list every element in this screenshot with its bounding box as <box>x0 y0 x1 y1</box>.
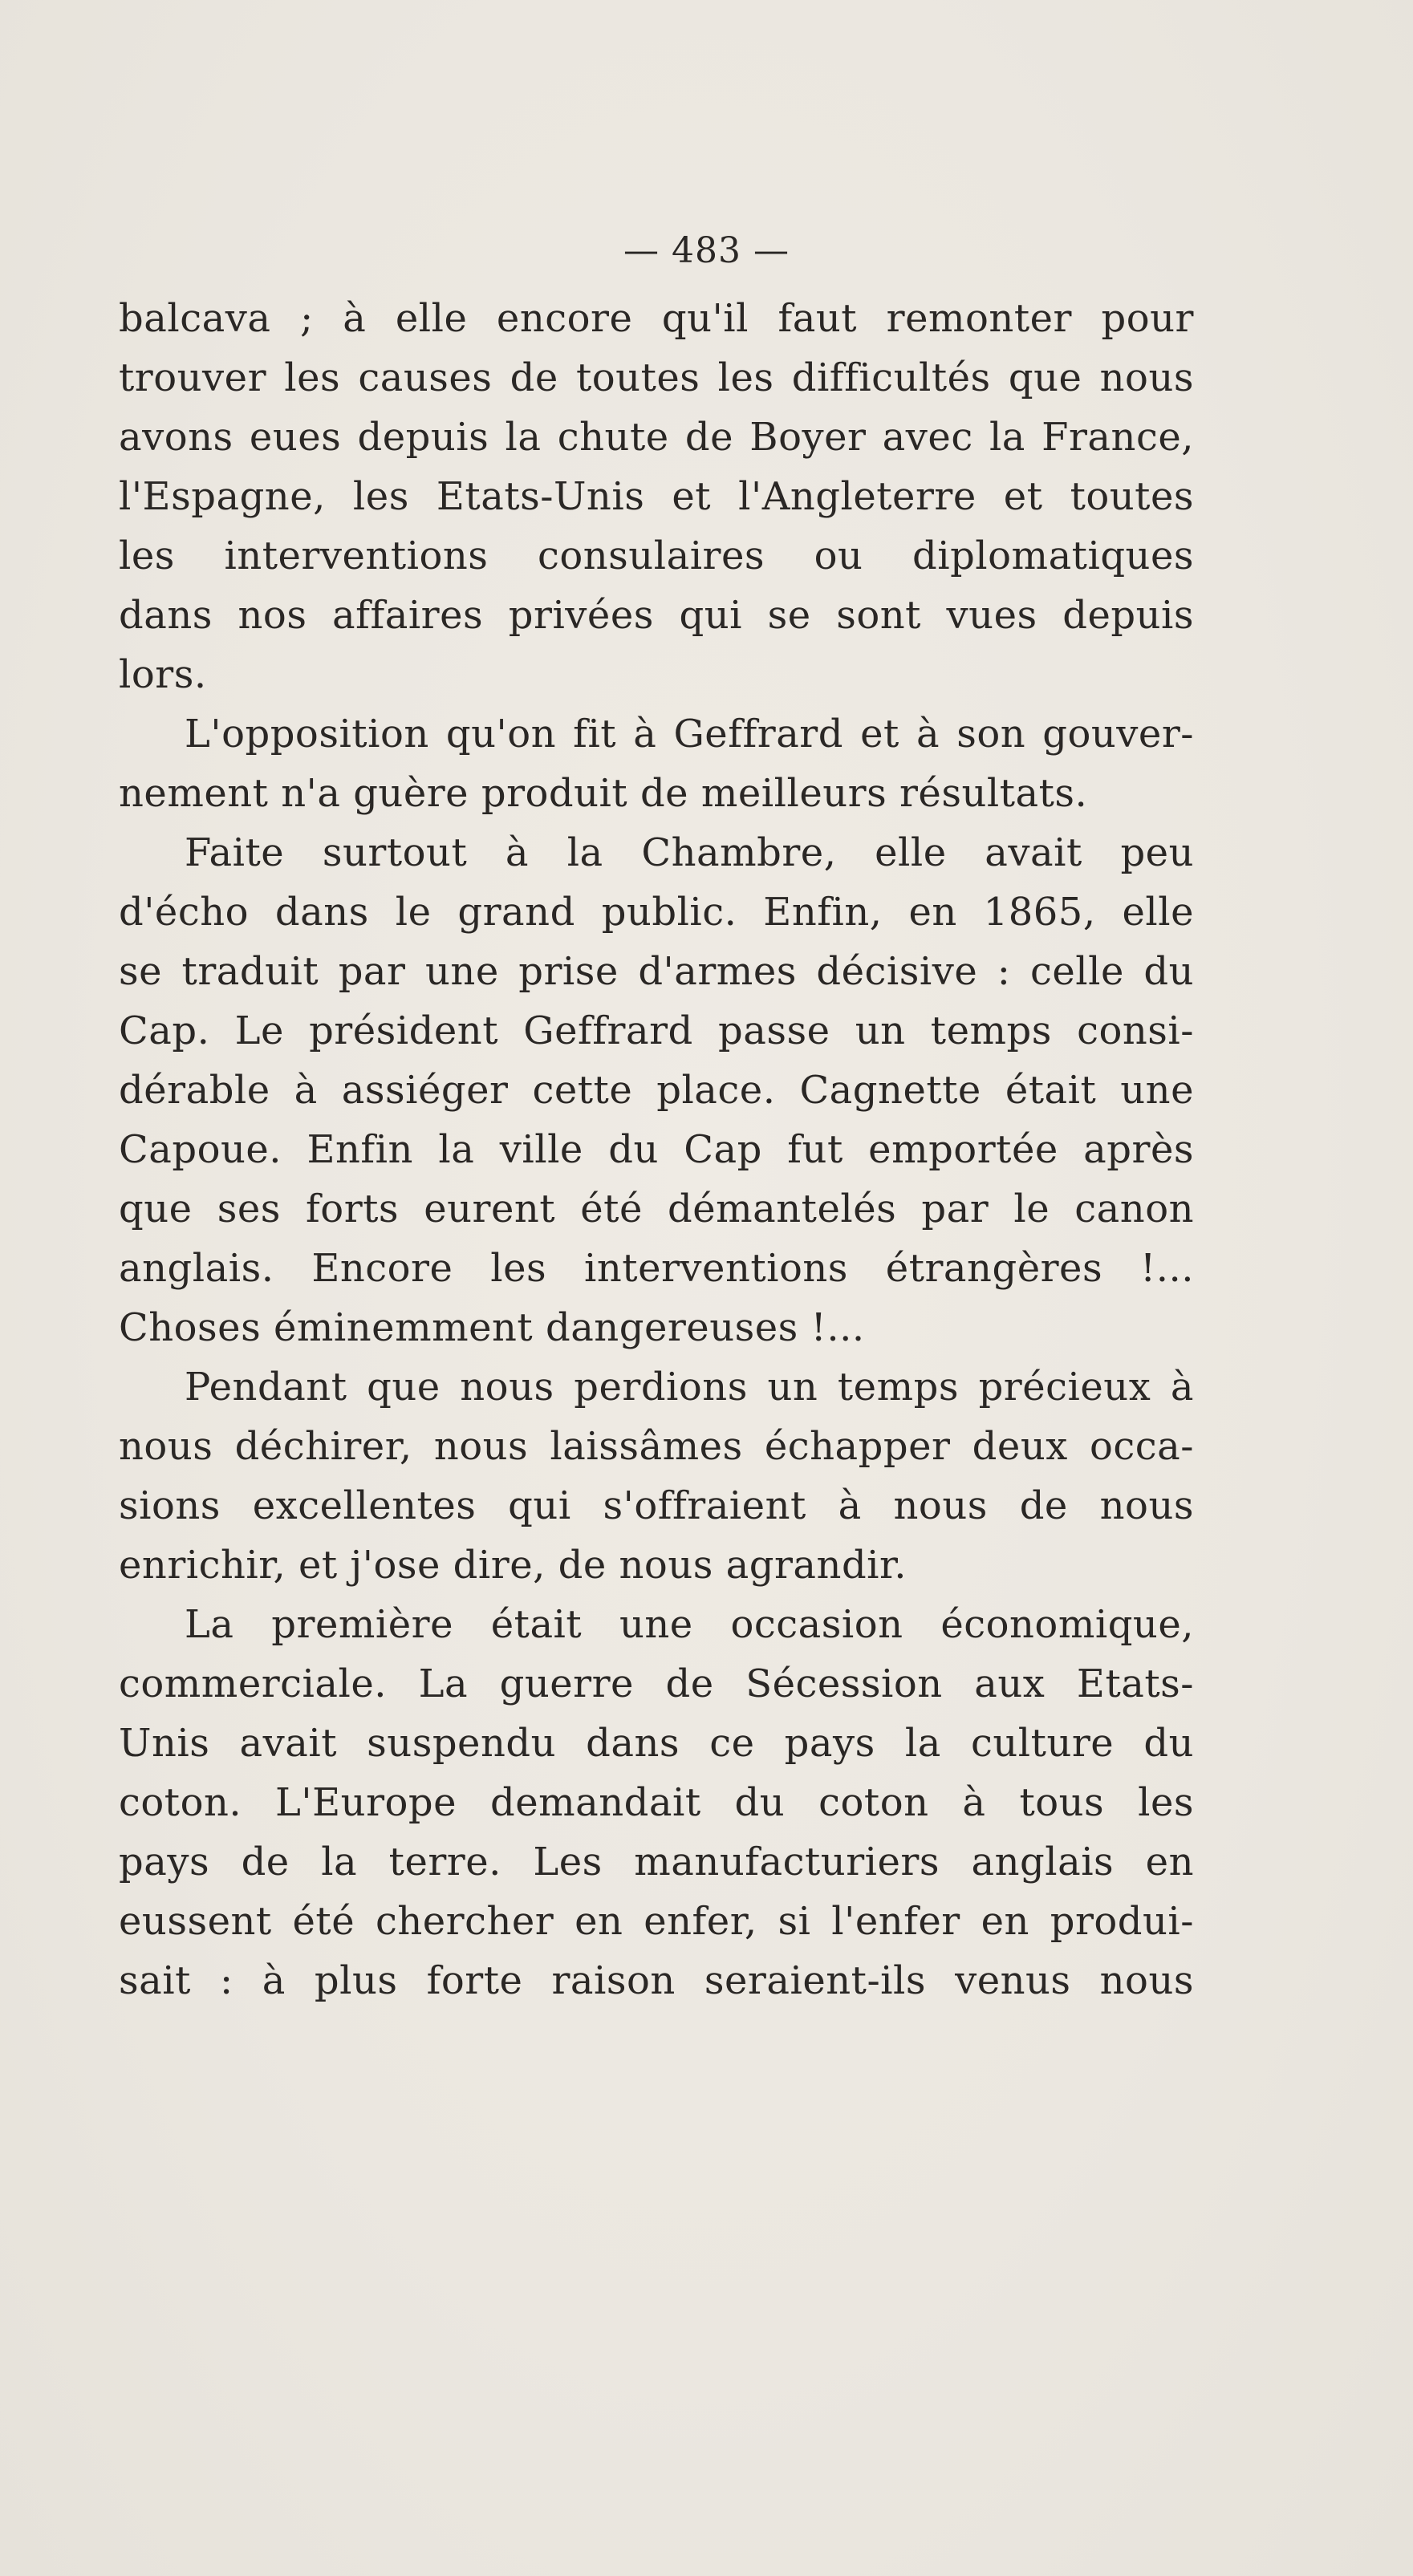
text-line: eussent été chercher en enfer, si l'enfer en produi- <box>119 1899 1194 1944</box>
text-line: d'écho dans le grand public. Enfin, en 1865, elle <box>119 890 1194 935</box>
page-number: — 483 — <box>623 230 790 271</box>
text-line: que ses forts eurent été démantelés par le canon <box>119 1187 1194 1231</box>
text-line: Choses éminemment dangereuses !... <box>119 1305 865 1350</box>
text-line: Faite surtout à la Chambre, elle avait peu <box>185 830 1194 875</box>
text-line: coton. L'Europe demandait du coton à tous les <box>119 1780 1194 1825</box>
text-line: pays de la terre. Les manufacturiers anglais en <box>119 1840 1194 1884</box>
text-line: nement n'a guère produit de meilleurs résultats. <box>119 771 1088 816</box>
text-line: sions excellentes qui s'offraient à nous de nous <box>119 1483 1194 1528</box>
text-line: Pendant que nous perdions un temps précieux à <box>185 1365 1194 1410</box>
text-line: L'opposition qu'on fit à Geffrard et à son gouver- <box>185 712 1194 757</box>
text-line: La première était une occasion économique, <box>185 1602 1194 1647</box>
text-line: sait : à plus forte raison seraient-ils venus nous <box>119 1958 1194 2003</box>
text-line: se traduit par une prise d'armes décisive : celle du <box>119 949 1194 994</box>
body-text <box>119 289 1194 2010</box>
text-line: les interventions consulaires ou diplomatiques <box>119 533 1194 578</box>
text-line: Unis avait suspendu dans ce pays la culture du <box>119 1721 1194 1766</box>
text-line: enrichir, et j'ose dire, de nous agrandir. <box>119 1543 907 1588</box>
text-line: l'Espagne, les Etats-Unis et l'Angleterre et toutes <box>119 474 1194 519</box>
text-line: lors. <box>119 652 207 697</box>
text-line: nous déchirer, nous laissâmes échapper deux occa- <box>119 1424 1194 1469</box>
text-line: Capoue. Enfin la ville du Cap fut emportée après <box>119 1127 1194 1172</box>
text-line: balcava ; à elle encore qu'il faut remonter pour <box>119 296 1194 341</box>
text-line: avons eues depuis la chute de Boyer avec la France, <box>119 415 1194 460</box>
text-line: commerciale. La guerre de Sécession aux Etats- <box>119 1661 1194 1706</box>
text-line: dans nos affaires privées qui se sont vues depuis <box>119 593 1194 638</box>
text-line: trouver les causes de toutes les difficultés que nous <box>119 355 1194 400</box>
text-line: Cap. Le président Geffrard passe un temps consi- <box>119 1008 1194 1053</box>
text-line: anglais. Encore les interventions étrangères !... <box>119 1246 1194 1291</box>
text-line: dérable à assiéger cette place. Cagnette était une <box>119 1068 1194 1113</box>
